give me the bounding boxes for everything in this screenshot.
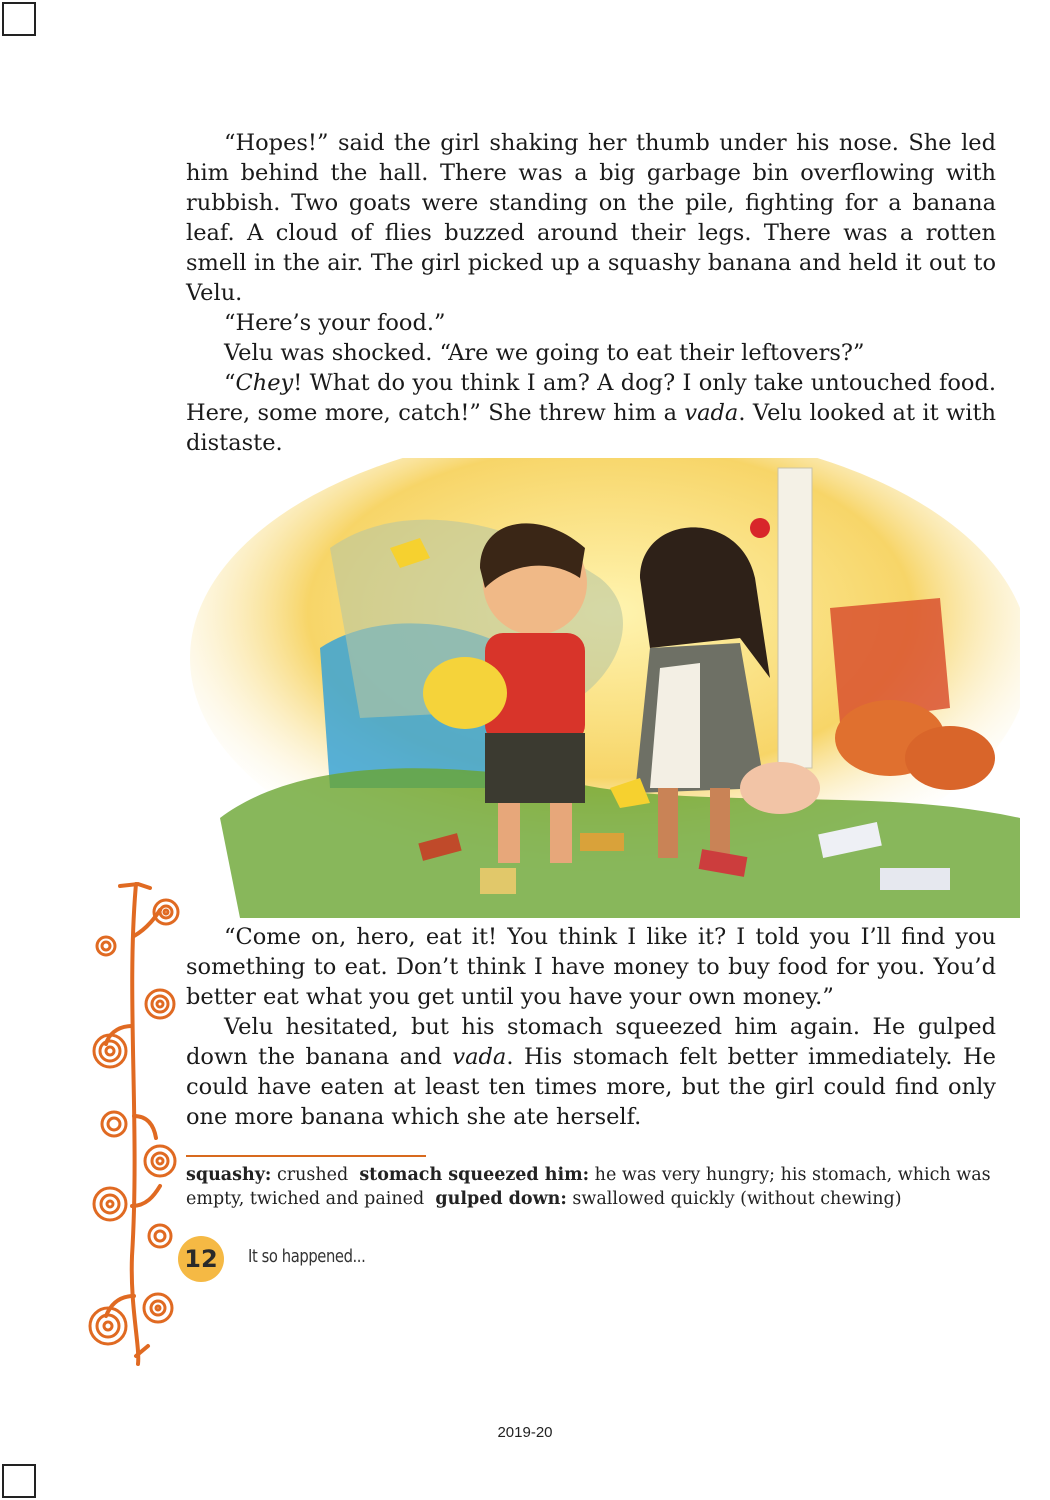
page-number-badge — [178, 1236, 224, 1282]
story-paragraph-chey — [186, 368, 996, 458]
book-title: It so happened... — [248, 1246, 366, 1267]
vada-word: vada — [684, 400, 739, 426]
glossary-term: stomach squeezed him: — [359, 1165, 590, 1185]
crop-mark-top — [2, 2, 36, 36]
story-text-top — [186, 128, 996, 458]
story-paragraph: “Here’s your food.” — [224, 310, 446, 336]
page-number: 12 — [184, 1245, 218, 1273]
decorative-vine — [88, 876, 198, 1368]
hesitated-text-2: . His stomach felt better immediately. He could have eaten at least ten times more, but the girl could find only one more banana which she ate herself. — [186, 1044, 996, 1130]
vada-word: vada — [452, 1044, 507, 1070]
chey-word: Chey — [235, 370, 294, 396]
open-quote: “ — [224, 370, 236, 396]
hesitated-text-1: Velu hesitated, but his stomach squeezed him again. He gulped down the banana and — [186, 1014, 996, 1070]
illustration-garbage-scene — [180, 458, 1020, 918]
story-paragraph: Velu was shocked. “Are we going to eat their leftovers?” — [224, 340, 865, 366]
glossary-term: gulped down: — [435, 1189, 567, 1209]
edition-year: 2019-20 — [497, 1424, 553, 1441]
story-paragraph: “Hopes!” said the girl shaking her thumb under his nose. She led him behind the hall. There was a big garbage bin overflowing with rubbish. Two goats were standing on the pile, fighting for a banana leaf. A cloud of flies buzzed around their legs. There was a rotten smell in the air. The girl picked up a squashy banana and held it out to Velu. — [186, 130, 996, 306]
story-paragraph-hesitated — [186, 1012, 996, 1132]
glossary-meaning: crushed — [276, 1165, 349, 1185]
crop-mark-bottom — [2, 1464, 36, 1498]
glossary-term: squashy: — [186, 1165, 272, 1185]
glossary-meaning: he was very hungry; his stomach, which was empty, twiched and pained — [186, 1165, 991, 1209]
glossary — [186, 1163, 1006, 1211]
chey-text-1: ! What do you think I am? A dog? I only take untouched food. Here, some more, catch!” She threw him a — [186, 370, 996, 426]
glossary-meaning: swallowed quickly (without chewing) — [572, 1189, 902, 1209]
story-paragraph: “Come on, hero, eat it! You think I like it? I told you I’ll find you something to eat. Don’t think I have money to buy food for you. You’d better eat what you get until you have your own money.” — [186, 924, 996, 1010]
story-text-bottom — [186, 922, 996, 1132]
chey-text-2: . Velu looked at it with distaste. — [186, 400, 997, 456]
glossary-divider — [186, 1155, 426, 1157]
